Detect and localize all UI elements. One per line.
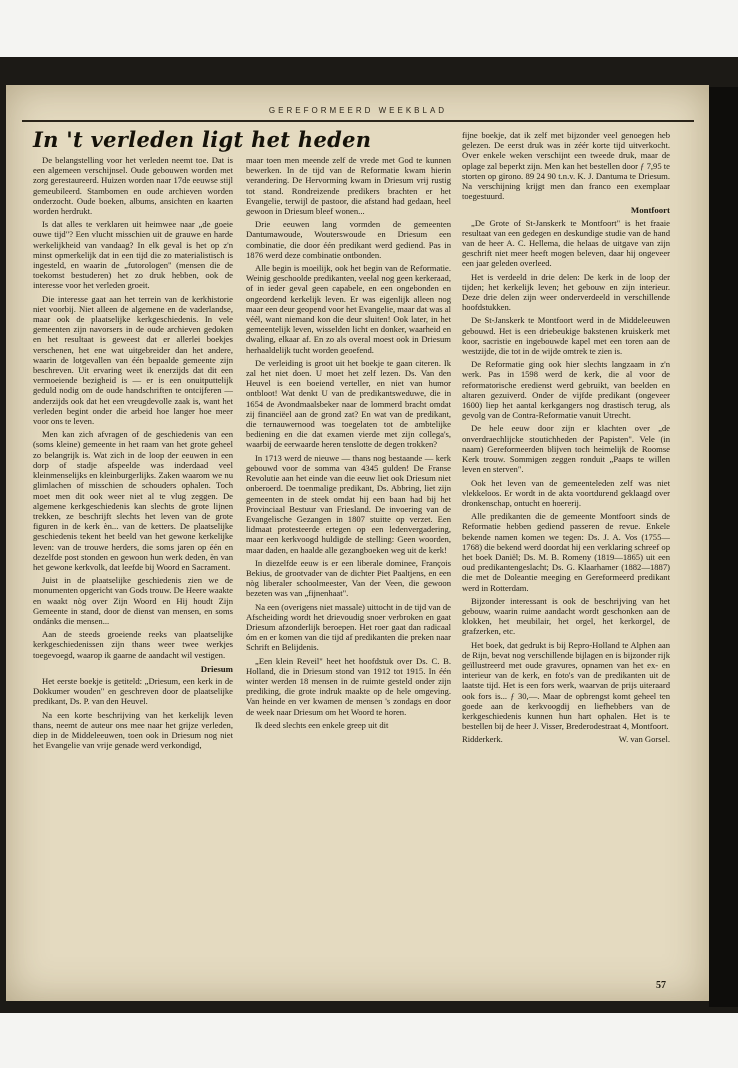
article-title: In 't verleden ligt het heden bbox=[33, 127, 372, 152]
paragraph: Het eerste boekje is getiteld: „Driesum, een kerk in de Dokkumer wouden" en geschreven door de plaatselijke predikant, Ds. P. van den Heuvel. bbox=[33, 675, 233, 707]
paragraph: De belangstelling voor het verleden neemt toe. Dat is een algemeen verschijnsel. Oude gebouwen worden met zorg gerestaureerd. Huizen worden naar 17de eeuwse stijl gemeubileerd. Stambomen en oude archieven worden onderzocht. Oude boeken, albums, ansichten en kaarten worden herdrukt. bbox=[33, 155, 233, 217]
column-2 bbox=[246, 155, 451, 975]
paragraph: Aan de steeds groeiende reeks van plaatselijke kerkgeschiedenissen zijn thans weer twee werkjes toegevoegd, waarop ik gaarne de aandacht wil vestigen. bbox=[33, 629, 233, 660]
paragraph: Na een (overigens niet massale) uittocht in de tijd van de Afscheiding wordt het drievoudig snoer verbroken en gaat Driesum afzonderlijk beroepen. Het roer gaat dan radicaal óm en er komen van die tijd af predikanten die preken naar Schrift en Belijdenis. bbox=[246, 601, 451, 653]
signature-author: W. van Gorsel. bbox=[618, 734, 670, 745]
paragraph: Drie eeuwen lang vormden de gemeenten Dantumawoude, Wouterswoude en Driesum een combinatie, die door één predikant werd gediend. Pas in 1876 werd deze combinatie ontbonden. bbox=[246, 219, 451, 260]
running-head: GEREFORMEERD WEEKBLAD bbox=[268, 106, 448, 115]
paragraph: Ik deed slechts een enkele greep uit dit bbox=[255, 719, 389, 730]
paragraph: „De Grote of St-Janskerk te Montfoort" is het fraaie resultaat van een gedegen en deskundige studie van de hand van de heer A. C. Hellema, die helaas de uitgave van zijn geschrift niet meer heeft mogen beleven, daar hij ongeveer een jaar geleden overleed. bbox=[462, 217, 670, 269]
header-rule bbox=[22, 120, 694, 122]
paragraph: Alle begin is moeilijk, ook het begin van de Reformatie. Weinig geschoolde predikanten, veelal nog geen kerkeraad, of in ieder geval geen capabele, en een ongebonden en ongeordend kerkelijk leven. Er was eigenlijk alleen nog maar een deur geopend voor het Evangelie, maar dat was al véél, want niemand kon die deur sluiten! Ook later, in het gemeentelijk leven, wisselden licht en donker, waarheid en dwaling, elkaar af. En zo als overal moest ook in Driesum herhaaldelijk tucht worden geoefend. bbox=[246, 263, 451, 355]
newspaper-page bbox=[6, 85, 709, 1001]
scan-dark-margin bbox=[709, 87, 738, 1007]
signature bbox=[462, 734, 670, 744]
paragraph: Alle predikanten die de gemeente Montfoort sinds de Reformatie hebben gediend passeren de revue. Enkele bekende namen komen we tegen: Ds. J. A. Vos (1755—1768) die bekend werd doordat hij een verklaring schreef op het boek Daniël; Ds. M. B. Romeny (1819—1865) uit een oud predikantengeslacht; Ds. G. Klaarhamer (1882—1887) die met de Doleantie meeging en Gereformeerd predikant werd in Rotterdam. bbox=[462, 511, 670, 593]
paragraph: Bijzonder interessant is ook de beschrijving van het gebouw, waarin ruime aandacht wordt geschonken aan de klokken, het meubilair, het orgel, het kerkorgel, de grafzerken, etc. bbox=[462, 595, 670, 637]
paragraph: Ook het leven van de gemeenteleden zelf was niet vlekkeloos. Er wordt in de akta voortdurend geklaagd over dronkenschap, ontucht en hoererij. bbox=[462, 477, 670, 508]
paragraph: Het is verdeeld in drie delen: De kerk in de loop der tijden; het kerkelijk leven; het gebouw en zijn interieur. Deze drie delen zijn weer onderverdeeld in verschillende hoofdstukken. bbox=[462, 271, 670, 313]
paragraph: De verleiding is groot uit het boekje te gaan citeren. Ik zal het niet doen. U moet het zelf lezen. Ds. Van den Heuvel is een boeiend verteller, en niet van humor ontbloot! Wat denkt U van de predikantsweduwe, die in 1654 de Avondmaalsbeker naar de lommerd bracht omdat zij financiëel aan de grond zat? En wat van de predikant, die ternauwernood was toegelaten tot de ambtelijke bediening en die dat examen vierde met zijn collega's, waarbij de eerwaarde heren tenslotte de degen trokken? bbox=[246, 357, 451, 450]
column-3 bbox=[462, 130, 670, 970]
paragraph: „Een klein Reveil" heet het hoofdstuk over Ds. C. B. Holland, die in Driesum stond van 1912 tot 1915. In één winter werden 18 mensen in de ruimte gesteld onder zijn prediking, die grote indruk maakte op de hele omgeving. Van heinde en ver kwamen de mensen 's zondags en door de week naar Driesum om het Woord te horen. bbox=[246, 655, 451, 717]
paragraph: De hele eeuw door zijn er klachten over „de onverdraechlijcke stoutichheden der Papisten". Vele (in naam) Gereformeerden blijven toch heimelijk de Roomse Kerk trouw. Sommigen zeggen ronduit „Paaps te willen leven en sterven". bbox=[462, 423, 670, 475]
paragraph: maar toen men meende zelf de vrede met God te kunnen bewerken. In de tijd van de Reformatie kwam hierin verandering. De Hervorming kwam in Driesum vrij rustig tot stand. Rondreizende predikers brachten er het Evangelie, terwijl de pastoor, die afstand had gedaan, heel gewoon in Driesum bleef wonen... bbox=[246, 155, 451, 217]
page-number: 57 bbox=[656, 980, 666, 991]
scanned-page-photo bbox=[0, 57, 738, 1013]
paragraph: In 1713 werd de nieuwe — thans nog bestaande — kerk gebouwd voor de somma van 4345 gulden! De Franse Revolutie aan het einde van die eeuw liet ook Driesum niet onberoerd. De toenmalige predikant, Ds. Abbring, liet zijn gemeenten in de steek omdat hij een baan had bij het Provinciaal Bestuur van Friesland. De invoering van de Evangelische Gezangen in 1807 stuitte op verzet. Een lidmaat protesteerde ertegen op een ledenvergadering, maar een kerkvoogd huldigde de stelling: Geen woorden, maar daden, en haalde alle gezangboeken weg uit de kerk! bbox=[246, 452, 451, 555]
paragraph: Het boek, dat gedrukt is bij Repro-Holland te Alphen aan de Rijn, bevat nog verschillende bijlagen en is bijzonder rijk geïllustreerd met oude gravures, opnamen van het ex- en interieur van de kerk, en foto's van de predikanten uit de laatste tijd. Het is een fors werk, waarvan de prijs uiteraard ook fors is... ƒ 30,—. Maar de opbrengst komt geheel ten goede aan de kerkvoogdij en liefhebbers van de kerkgeschiedenis kunnen hun hart ophalen. Het is te bestellen bij de heer J. Visser, Brederodestraat 4, Montfoort. bbox=[462, 639, 670, 732]
paragraph: De St-Janskerk te Montfoort werd in de Middeleeuwen gebouwd. Het is een driebeukige bakstenen kruiskerk met koor, sacristie en ingebouwde kapel met een toren aan de westzijde, die tot in de wijde omtrek te zien is. bbox=[462, 315, 670, 357]
paragraph: Is dat alles te verklaren uit heimwee naar „de goeie ouwe tijd"? Een vlucht misschien uit de grauwe en harde werkelijkheid van vandaag? In elk geval is het op z'n minst opmerkelijk dat in een tijd die zo materialistisch is ingesteld, en waarin de „futorologen" (mensen die de toekomst bestuderen) het zo druk hebben, ook de interesse voor het verleden groeit. bbox=[33, 219, 233, 291]
column-1 bbox=[33, 155, 233, 955]
section-heading-driesum: Driesum bbox=[200, 663, 233, 674]
paragraph: fijne boekje, dat ik zelf met bijzonder veel genoegen heb gelezen. De eerst druk was in zéér korte tijd uitverkocht. Over enkele weken verschijnt een tweede druk, maar de oplage zal beperkt zijn. Men kan het bestellen door ƒ 7,95 te storten op girono. 89 24 90 t.n.v. K. J. Dantuma te Driesum. Na verschijning krijgt men dan franco een exemplaar toegestuurd. bbox=[462, 130, 670, 202]
paragraph: De Reformatie ging ook hier slechts langzaam in z'n werk. Pas in 1598 werd de kerk, die al voor de reformatorische eredienst werd gebruikt, van beelden en altaren gezuiverd. Onder de vijfde predikant (ongeveer 1600) liep het aantal kerkgangers nog drastisch terug, als gevolg van de Contra-Reformatie vanuit Utrecht. bbox=[462, 359, 670, 421]
paragraph: Juist in de plaatselijke geschiedenis zien we de monumenten opgericht van Gods trouw. De Heere waakte en waakt nòg over Zijn Woord en Hij houdt Zijn Gemeente in stand, door de dienst van mensen, en soms ondánks die mensen... bbox=[33, 575, 233, 626]
paragraph: In diezelfde eeuw is er een liberale dominee, François Bekius, de grootvader van de dichter Piet Paaltjens, en een nòg liberaler schoolmeester, Van der Veen, die gewoon bezeten was van „fijnenhaat". bbox=[246, 557, 451, 599]
signature-place: Ridderkerk. bbox=[462, 734, 503, 745]
paragraph: Men kan zich afvragen of de geschiedenis van een (soms kleine) gemeente in het raam van het grote geheel zo belangrijk is. Wat zich in de loop der eeuwen in een dorp of stadje afspeelde was inderdaad veel kleinmenselijks en kleinburgerlijks. Zaken waarom we nu glimlachen of misschien de schouders ophalen. Toch moet men dit ook weer niet al te vlug zeggen. De algemene kerkgeschiedenis kan slechts de grote lijnen trekken, ze beschrijft slechts het leven van de grote figuren in de kerk èn... van de ketters. De plaatselijke geschiedenis tekent het beeld van het gewone kerkelijke leven: van de trouwe herders, die soms jaren op één en dezelfde post stonden en gewoon hun werk deden, èn van het gewone kerkvolk, dat leefde bij Woord en Sacrament. bbox=[33, 429, 233, 572]
paragraph: Die interesse gaat aan het terrein van de kerkhistorie niet voorbij. Niet alleen de algemene en de vaderlandse, maar ook de plaatselijke kerkgeschiedenis. In vele gemeenten zijn navorsers in de oude archieven gedoken en het resultaat is geweest dat er allerlei boekjes verschenen, het ene wat uitgebreider dan het andere, waarin de lotgevallen van één bepaalde gemeente zijn beschreven. Uit ervaring weet ik enerzijds dat dit een vermoeiende bezigheid is — er is een onuitputtelijk geduld nodig om de oude handschriften te ontcijferen — anderzijds ook dat het een vreugdevolle zaak is, want het verleden begint onder die arbeid hoe langer hoe meer voor ons te leven. bbox=[33, 293, 233, 427]
section-heading-montfoort: Montfoort bbox=[630, 205, 670, 216]
paragraph: Na een korte beschrijving van het kerkelijk leven thans, neemt de auteur ons mee naar het grijze verleden, diep in de Middeleeuwen, toen ook in Driesum nog niet het Evangelie van vrije genade werd verkondigd, bbox=[33, 709, 233, 751]
